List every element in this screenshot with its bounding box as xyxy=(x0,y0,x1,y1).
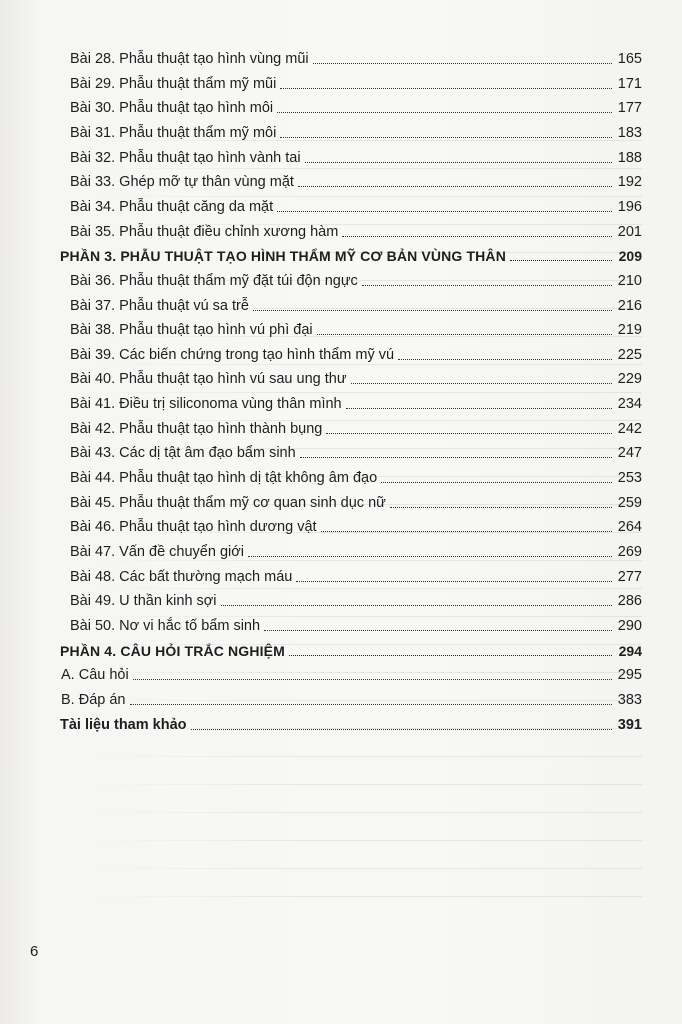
dot-leader xyxy=(510,260,612,261)
toc-entry xyxy=(70,67,642,93)
dot-leader xyxy=(277,112,612,113)
dot-leader xyxy=(313,63,612,64)
toc-entry-page: 295 xyxy=(617,667,642,684)
toc-entry xyxy=(70,116,642,142)
toc-entry xyxy=(70,165,642,191)
toc-entry-page: 286 xyxy=(617,593,642,610)
dot-leader xyxy=(317,334,612,335)
toc-entry xyxy=(70,215,642,241)
toc-part-entry xyxy=(60,239,642,265)
dot-leader xyxy=(253,310,612,311)
toc-entry-title: Bài 35. Phẫu thuật điều chỉnh xương hàm xyxy=(70,223,339,240)
dot-leader xyxy=(362,285,612,286)
toc-entry xyxy=(70,412,642,438)
dot-leader xyxy=(298,186,612,187)
dot-leader xyxy=(300,457,612,458)
dot-leader xyxy=(305,162,612,163)
toc-entry-title: PHẦN 4. CÂU HỎI TRẮC NGHIỆM xyxy=(60,642,285,659)
toc-entry xyxy=(70,338,642,364)
toc-entry-title: Bài 36. Phẫu thuật thẩm mỹ đặt túi độn ngực xyxy=(70,272,358,289)
dot-leader xyxy=(342,236,612,237)
dot-leader xyxy=(346,408,612,409)
toc-entry-title: Bài 41. Điều trị siliconoma vùng thân mình xyxy=(70,396,342,413)
toc-entry xyxy=(70,91,642,117)
toc-entry-title: Bài 46. Phẫu thuật tạo hình dương vật xyxy=(70,519,317,536)
toc-references-entry xyxy=(60,708,642,734)
toc-entry-title: Bài 50. Nơ vi hắc tố bẩm sinh xyxy=(70,617,261,634)
toc-entry-title: Bài 49. U thần kinh sợi xyxy=(70,593,217,610)
toc-entry-page: 234 xyxy=(617,396,642,413)
toc-entry xyxy=(70,387,642,413)
toc-entry-page: 259 xyxy=(617,494,642,511)
toc-entry xyxy=(70,362,642,388)
toc-entry-page: 269 xyxy=(617,544,642,560)
toc-entry-title: Bài 34. Phẫu thuật căng da mặt xyxy=(70,198,274,215)
dot-leader xyxy=(351,383,612,384)
toc-entry xyxy=(70,461,642,487)
toc-entry-page: 253 xyxy=(617,470,642,486)
toc-entry-page: 247 xyxy=(617,445,642,462)
toc-entry-title: A. Câu hỏi xyxy=(61,667,129,684)
dot-leader xyxy=(277,211,612,212)
toc-entry-page: 383 xyxy=(617,691,642,708)
toc-entry xyxy=(70,436,642,462)
toc-entry-title: Bài 48. Các bất thường mạch máu xyxy=(70,568,293,585)
toc-entry-page: 171 xyxy=(617,75,642,92)
toc-entry-page: 201 xyxy=(617,223,642,240)
toc-entry xyxy=(61,683,642,709)
toc-entry xyxy=(70,560,642,586)
toc-entry-title: Bài 31. Phẫu thuật thẩm mỹ môi xyxy=(70,124,277,141)
toc-entry-title: Tài liệu tham khảo xyxy=(60,716,187,733)
toc-entry-title: Bài 45. Phẫu thuật thẩm mỹ cơ quan sinh dục nữ xyxy=(70,494,386,511)
dot-leader xyxy=(221,605,612,606)
toc-entry-page: 188 xyxy=(617,149,642,166)
dot-leader xyxy=(289,655,612,656)
dot-leader xyxy=(296,581,612,582)
toc-entry-page: 229 xyxy=(617,371,642,388)
toc-part-entry xyxy=(60,634,642,660)
toc-entry-title: PHẦN 3. PHẪU THUẬT TẠO HÌNH THẨM MỸ CƠ BẢN VÙNG THÂN xyxy=(60,248,506,265)
dot-leader xyxy=(264,630,612,631)
toc-entry xyxy=(70,42,642,68)
toc-entry-page: 210 xyxy=(617,272,642,289)
toc-entry-title: Bài 44. Phẫu thuật tạo hình dị tật không âm đạo xyxy=(70,470,378,486)
toc-entry xyxy=(70,609,642,635)
toc-entry-page: 277 xyxy=(617,568,642,585)
toc-entry-page: 391 xyxy=(617,716,642,733)
dot-leader xyxy=(390,507,612,508)
toc-entry xyxy=(61,658,642,684)
toc-entry-title: Bài 29. Phẫu thuật thẩm mỹ mũi xyxy=(70,75,277,92)
toc-entry-page: 225 xyxy=(617,346,642,363)
toc-entry xyxy=(70,289,642,315)
toc-entry xyxy=(70,264,642,290)
toc-entry-title: Bài 38. Phẫu thuật tạo hình vú phì đại xyxy=(70,322,313,339)
toc-entry-title: Bài 43. Các dị tật âm đạo bẩm sinh xyxy=(70,445,296,462)
toc-entry-title: B. Đáp án xyxy=(61,691,126,708)
toc-entry-page: 294 xyxy=(618,642,642,659)
dot-leader xyxy=(326,433,612,434)
toc-entry-page: 219 xyxy=(617,322,642,339)
dot-leader xyxy=(133,679,612,680)
toc-entry xyxy=(70,190,642,216)
toc-entry-page: 196 xyxy=(617,198,642,215)
toc-entry-page: 290 xyxy=(617,617,642,634)
toc-entry-title: Bài 47. Vấn đề chuyển giới xyxy=(70,544,244,560)
toc-entry xyxy=(70,486,642,512)
toc-entry-title: Bài 28. Phẫu thuật tạo hình vùng mũi xyxy=(70,51,309,67)
toc-entry-page: 165 xyxy=(617,51,642,67)
dot-leader xyxy=(130,704,613,705)
toc-entry-title: Bài 37. Phẫu thuật vú sa trễ xyxy=(70,297,249,314)
toc-entry-title: Bài 33. Ghép mỡ tự thân vùng mặt xyxy=(70,174,294,191)
dot-leader xyxy=(321,531,612,532)
toc-entry-page: 183 xyxy=(617,124,642,141)
toc-entry-title: Bài 39. Các biến chứng trong tạo hình thẩm mỹ vú xyxy=(70,346,395,363)
toc-entry xyxy=(70,313,642,339)
toc-entry xyxy=(70,510,642,536)
toc-entry-title: Bài 40. Phẫu thuật tạo hình vú sau ung thư xyxy=(70,371,347,388)
dot-leader xyxy=(381,482,612,483)
toc-entry-page: 264 xyxy=(617,519,642,536)
toc-entry-page: 216 xyxy=(617,297,642,314)
toc-entry-title: Bài 32. Phẫu thuật tạo hình vành tai xyxy=(70,149,301,166)
toc-entry-page: 242 xyxy=(617,420,642,437)
dot-leader xyxy=(191,729,613,730)
toc-entry-title: Bài 42. Phẫu thuật tạo hình thành bụng xyxy=(70,420,323,437)
dot-leader xyxy=(398,359,612,360)
toc-entry-page: 209 xyxy=(618,248,642,265)
toc-entry xyxy=(70,535,642,561)
toc-entry xyxy=(70,584,642,610)
dot-leader xyxy=(248,556,612,557)
toc-entry-page: 192 xyxy=(617,174,642,191)
page-number: 6 xyxy=(30,943,39,960)
toc-entry-page: 177 xyxy=(617,100,642,117)
toc-entry-title: Bài 30. Phẫu thuật tạo hình môi xyxy=(70,100,274,117)
dot-leader xyxy=(280,137,612,138)
toc-entry xyxy=(70,141,642,167)
dot-leader xyxy=(280,88,612,89)
